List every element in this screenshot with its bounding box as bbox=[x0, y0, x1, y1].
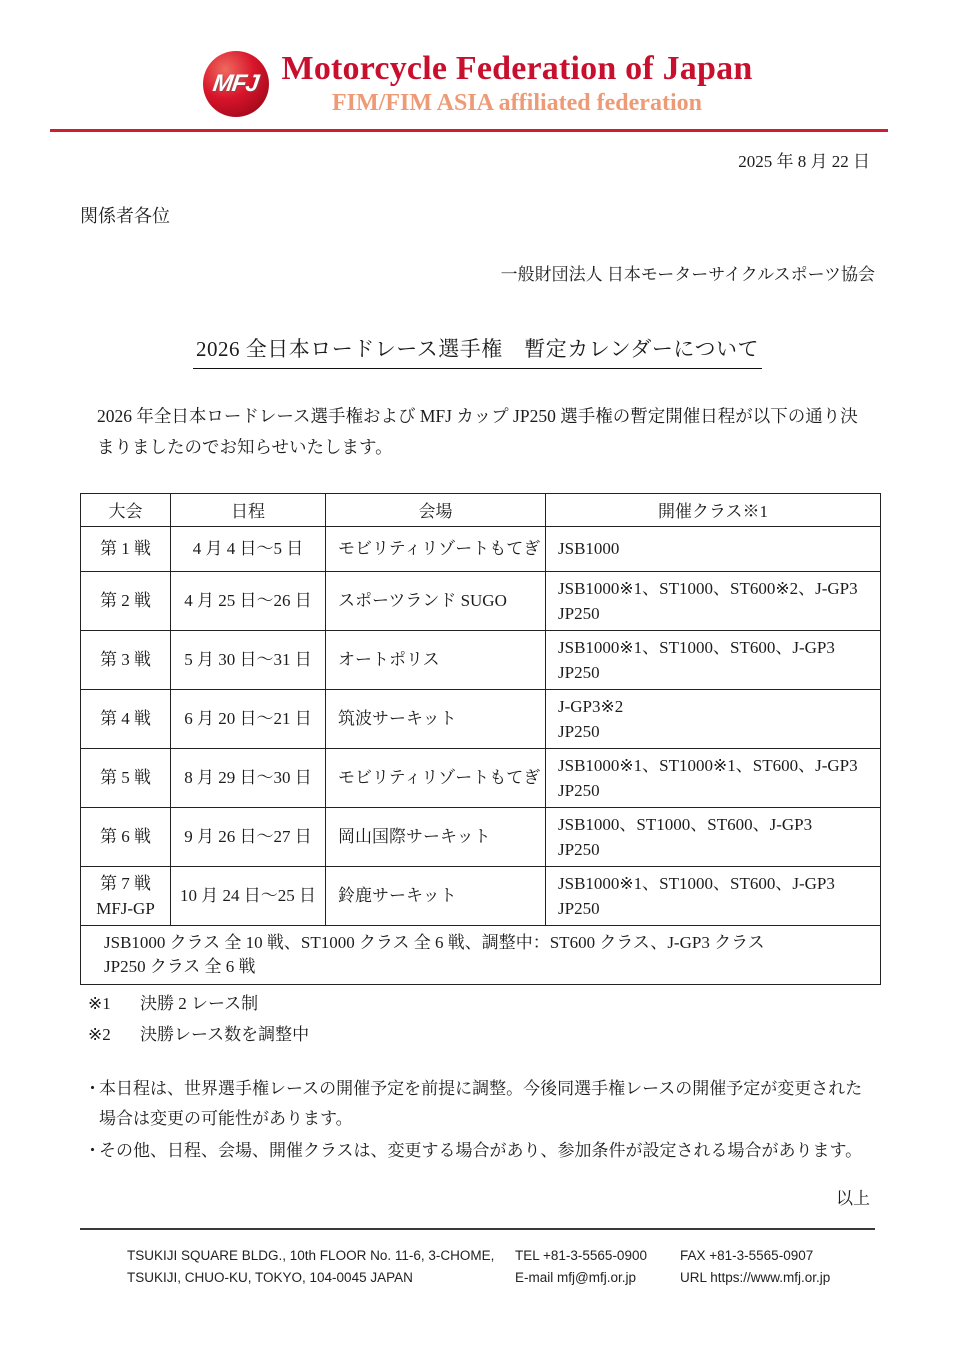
venue-cell: オートポリス bbox=[326, 630, 546, 689]
classes-cell: JSB1000※1、ST1000※1、ST600、J-GP3 JP250 bbox=[546, 748, 881, 807]
round-cell: 第 5 戦 bbox=[81, 748, 171, 807]
calendar-table bbox=[80, 493, 881, 985]
classes-cell: JSB1000※1、ST1000、ST600、J-GP3 JP250 bbox=[546, 630, 881, 689]
footer-contact bbox=[127, 1245, 885, 1288]
remark-text: 本日程は、世界選手権レースの開催予定を前提に調整。今後同選手権レースの開催予定が変更された場合は変更の可能性があります。 bbox=[99, 1078, 863, 1128]
remark-text: その他、日程、会場、開催クラスは、変更する場合があり、参加条件が設定される場合があります。 bbox=[99, 1140, 863, 1160]
classes-cell: JSB1000 bbox=[546, 526, 881, 571]
footnotes bbox=[88, 991, 955, 1048]
bullet-icon: ・ bbox=[84, 1078, 101, 1098]
col-header-round: 大会 bbox=[81, 493, 171, 526]
date-cell: 5 月 30 日～31 日 bbox=[171, 630, 326, 689]
footnote-text: 決勝 2 レース制 bbox=[140, 993, 259, 1013]
venue-cell: 鈴鹿サーキット bbox=[326, 866, 546, 925]
table-row bbox=[81, 526, 881, 571]
venue-cell: 岡山国際サーキット bbox=[326, 807, 546, 866]
venue-cell: モビリティリゾートもてぎ bbox=[326, 526, 546, 571]
date-cell: 8 月 29 日～30 日 bbox=[171, 748, 326, 807]
footnote-1 bbox=[88, 991, 955, 1017]
mfj-logo-text: MFJ bbox=[211, 69, 261, 97]
document-title-wrap bbox=[0, 333, 955, 369]
sender-line: 一般財団法人 日本モーターサイクルスポーツ協会 bbox=[500, 264, 875, 284]
table-row bbox=[81, 689, 881, 748]
recipient-line: 関係者各位 bbox=[80, 205, 170, 226]
remarks bbox=[84, 1074, 873, 1166]
table-row bbox=[81, 571, 881, 630]
table-header-row bbox=[81, 493, 881, 526]
remark-item bbox=[84, 1136, 873, 1166]
round-cell: 第 3 戦 bbox=[81, 630, 171, 689]
round-cell: 第 7 戦 MFJ-GP bbox=[81, 866, 171, 925]
mfj-logo-icon bbox=[203, 51, 269, 117]
venue-cell: モビリティリゾートもてぎ bbox=[326, 748, 546, 807]
footer-tel-email bbox=[515, 1245, 680, 1288]
classes-cell: JSB1000、ST1000、ST600、J-GP3 JP250 bbox=[546, 807, 881, 866]
document-title: 2026 全日本ロードレース選手権 暫定カレンダーについて bbox=[193, 333, 762, 369]
round-cell: 第 4 戦 bbox=[81, 689, 171, 748]
venue-cell: スポーツランド SUGO bbox=[326, 571, 546, 630]
venue-cell: 筑波サーキット bbox=[326, 689, 546, 748]
bullet-icon: ・ bbox=[84, 1140, 101, 1160]
table-row bbox=[81, 807, 881, 866]
affiliation-subtitle: FIM/FIM ASIA affiliated federation bbox=[332, 90, 702, 117]
organization-title: Motorcycle Federation of Japan bbox=[281, 50, 753, 87]
classes-cell: J-GP3※2 JP250 bbox=[546, 689, 881, 748]
footnote-mark: ※2 bbox=[88, 1024, 111, 1044]
classes-cell: JSB1000※1、ST1000、ST600、J-GP3 JP250 bbox=[546, 866, 881, 925]
footer-fax: FAX +81-3-5565-0907 bbox=[680, 1248, 814, 1263]
footnote-2 bbox=[88, 1022, 955, 1048]
letterhead-text bbox=[282, 50, 753, 118]
page-footer bbox=[0, 1228, 955, 1288]
intro-paragraph: 2026 年全日本ロードレース選手権および MFJ カップ JP250 選手権の暫定開催日程が以下の通り決まりましたのでお知らせいたします。 bbox=[97, 405, 858, 457]
date-cell: 9 月 26 日～27 日 bbox=[171, 807, 326, 866]
date-cell: 6 月 20 日～21 日 bbox=[171, 689, 326, 748]
footnote-text: 決勝レース数を調整中 bbox=[140, 1024, 310, 1044]
table-row bbox=[81, 748, 881, 807]
footnote-mark: ※1 bbox=[88, 993, 111, 1013]
header-divider bbox=[50, 129, 888, 132]
footer-fax-url bbox=[680, 1245, 885, 1288]
classes-cell: JSB1000※1、ST1000、ST600※2、J-GP3 JP250 bbox=[546, 571, 881, 630]
footer-tel: TEL +81-3-5565-0900 bbox=[515, 1248, 647, 1263]
summary-cell: JSB1000 クラス 全 10 戦、ST1000 クラス 全 6 戦、調整中：ST600 クラス、J-GP3 クラス JP250 クラス 全 6 戦 bbox=[81, 925, 881, 984]
closing-word: 以上 bbox=[836, 1188, 870, 1208]
document-date: 2025 年 8 月 22 日 bbox=[738, 151, 870, 171]
col-header-classes: 開催クラス※1 bbox=[546, 493, 881, 526]
col-header-date: 日程 bbox=[171, 493, 326, 526]
round-cell: 第 2 戦 bbox=[81, 571, 171, 630]
letterhead bbox=[0, 0, 955, 118]
remark-item bbox=[84, 1074, 873, 1134]
round-cell: 第 6 戦 bbox=[81, 807, 171, 866]
date-cell: 4 月 25 日～26 日 bbox=[171, 571, 326, 630]
footer-email: E-mail mfj@mfj.or.jp bbox=[515, 1269, 636, 1285]
table-row bbox=[81, 630, 881, 689]
date-cell: 10 月 24 日～25 日 bbox=[171, 866, 326, 925]
round-cell: 第 1 戦 bbox=[81, 526, 171, 571]
table-row bbox=[81, 866, 881, 925]
table-summary-row bbox=[81, 925, 881, 984]
footer-url: URL https://www.mfj.or.jp bbox=[680, 1269, 831, 1285]
footer-divider bbox=[80, 1228, 875, 1230]
col-header-venue: 会場 bbox=[326, 493, 546, 526]
footer-address: TSUKIJI SQUARE BLDG., 10th FLOOR No. 11-6, 3-CHOME, TSUKIJI, CHUO-KU, TOKYO, 104-0045 JAPAN bbox=[127, 1248, 495, 1285]
date-cell: 4 月 4 日～5 日 bbox=[171, 526, 326, 571]
